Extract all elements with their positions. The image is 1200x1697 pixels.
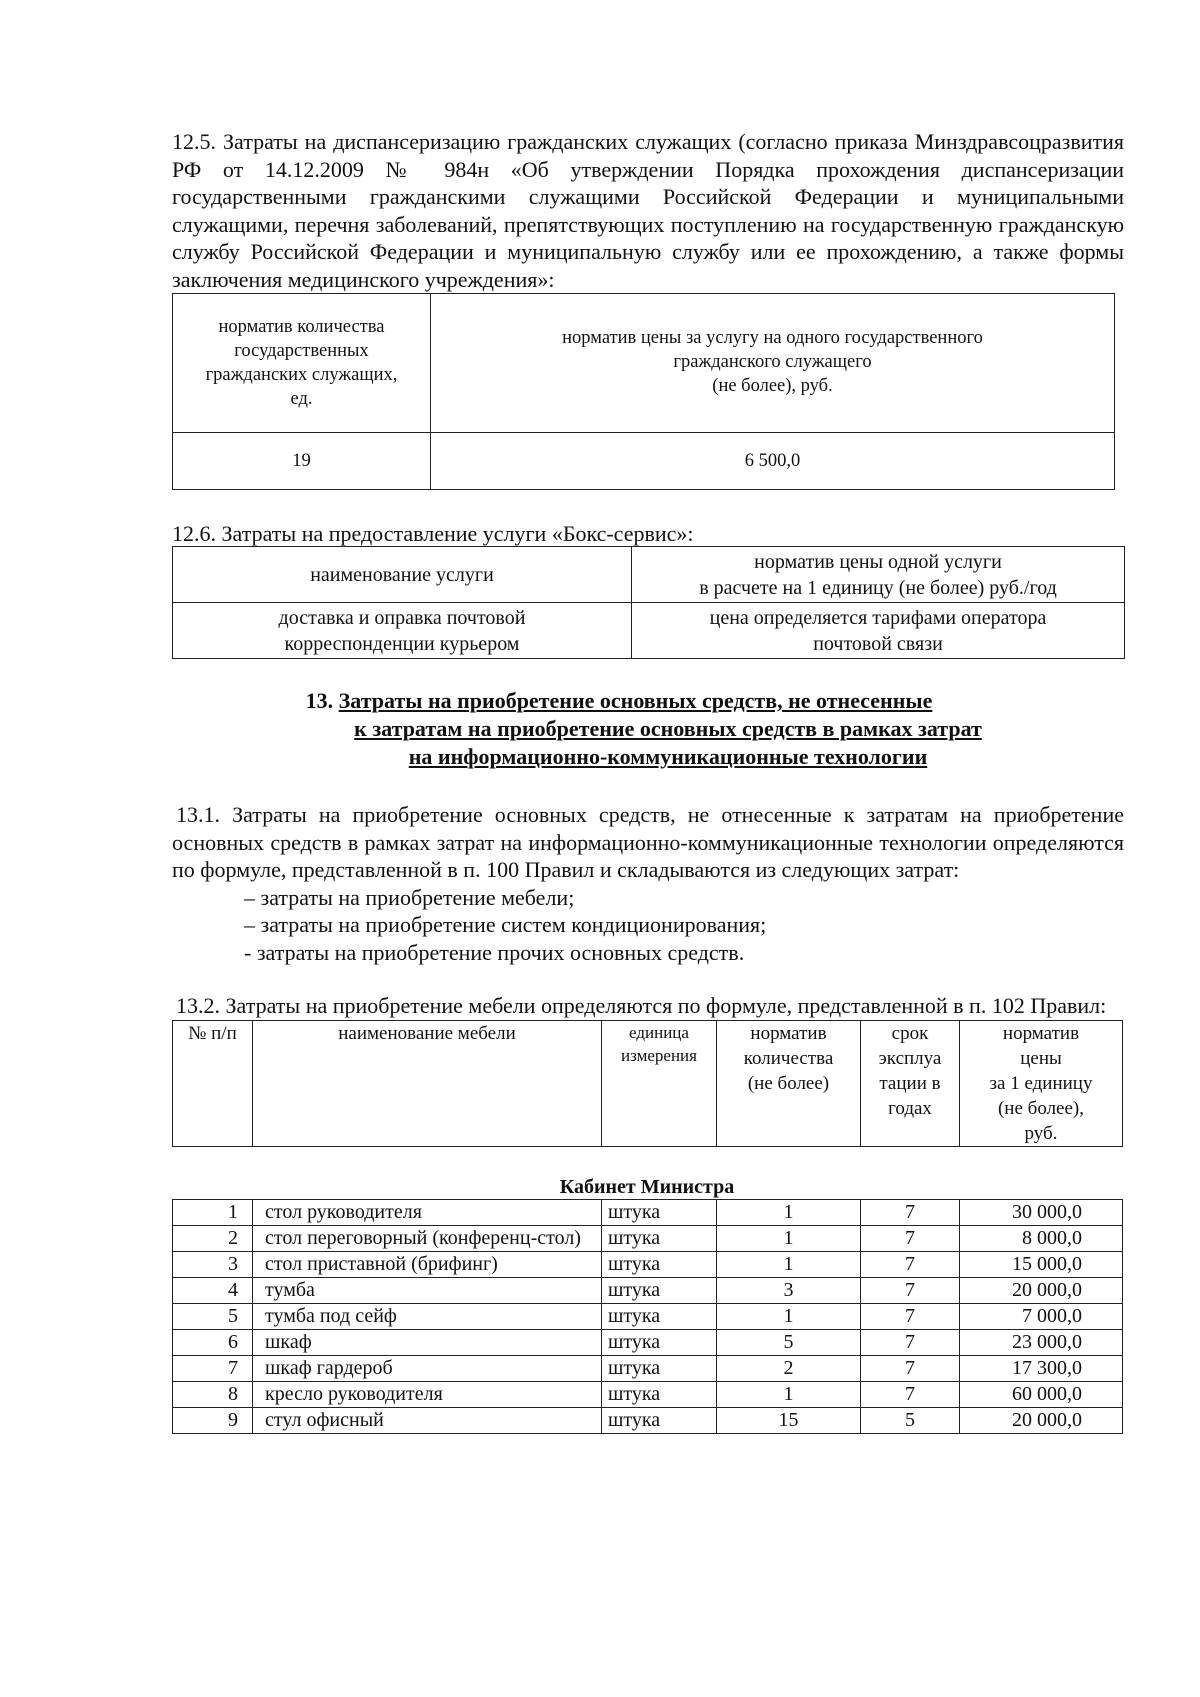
paragraph-12-5: 12.5. Затраты на диспансеризацию гражданских служащих (согласно приказа Минздравсоцразвития РФ от 14.12.2009 № 984н «Об утверждении Порядка прохождения диспансеризации государственными гражданскими служащими Российской Федерации и муниципальными служащими, перечня заболеваний, препятствующих поступлению на государственную гражданскую службу Российской Федерации и муниципальную службу или ее прохождению, а также формы заключения медицинского учреждения»: (172, 129, 1124, 292)
header-quantity (717, 1020, 861, 1146)
list-item: - затраты на приобретение прочих основных средств. (244, 939, 745, 965)
header-line: измерения (621, 1045, 697, 1065)
table-row (173, 1199, 1123, 1225)
header-line: норматив цены одной услуги (754, 550, 1002, 573)
cell-service-life: 7 (861, 1225, 960, 1251)
cell-unit: штука (602, 1329, 717, 1355)
cell-unit-price: 20 000,0 (960, 1277, 1123, 1303)
document-page (172, 128, 1124, 1434)
cell-service-life: 7 (861, 1381, 960, 1407)
cell-quantity: 2 (717, 1355, 861, 1381)
cell-furniture-name: стол руководителя (253, 1199, 602, 1225)
cell-furniture-name: стол приставной (брифинг) (253, 1251, 602, 1277)
cell-service-life: 7 (861, 1303, 960, 1329)
cell-line: корреспонденции курьером (284, 632, 520, 655)
table-box-service (172, 546, 1125, 659)
cell-quantity: 15 (717, 1407, 861, 1433)
cell-quantity: 1 (717, 1303, 861, 1329)
cell-row-number: 3 (173, 1251, 253, 1277)
table-row (173, 1225, 1123, 1251)
header-service-price (632, 547, 1125, 603)
header-line: эксплуа (878, 1047, 942, 1069)
cell-row-number: 5 (173, 1303, 253, 1329)
cell-line: почтовой связи (813, 632, 943, 655)
cell-furniture-name: стол переговорный (конференц-стол) (253, 1225, 602, 1251)
cell-unit: штука (602, 1355, 717, 1381)
cell-furniture-name: тумба (253, 1277, 602, 1303)
cell-row-number: 1 (173, 1199, 253, 1225)
cell-unit-price: 7 000,0 (960, 1303, 1123, 1329)
section-13-title-line-3: на информационно-коммуникационные технологии (408, 744, 928, 769)
cell-unit-price: 17 300,0 (960, 1355, 1123, 1381)
paragraph-13-1: 13.1. Затраты на приобретение основных средств, не отнесенные к затратам на приобретение основных средств в рамках затрат на информационно-коммуникационные технологии определяются по формуле, представленной в п. 100 Правил и складываются из следующих затрат: (172, 802, 1124, 882)
header-line: государственных (234, 341, 369, 361)
cell-service-life: 7 (861, 1251, 960, 1277)
section-13-title-line-2: к затратам на приобретение основных средств в рамках затрат (354, 716, 982, 741)
header-service-name: наименование услуги (173, 547, 632, 603)
header-line: норматив цены за услугу на одного государственного (562, 328, 983, 348)
cell-service-life: 5 (861, 1407, 960, 1433)
table-row (173, 1329, 1123, 1355)
table-row (173, 1277, 1123, 1303)
table-row (173, 1303, 1123, 1329)
header-price-per-servant (431, 294, 1115, 433)
cell-unit: штука (602, 1407, 717, 1433)
header-line: (не более) (747, 1072, 830, 1094)
list-item: – затраты на приобретение мебели; (244, 884, 575, 910)
table-row (173, 1381, 1123, 1407)
cell-unit: штука (602, 1199, 717, 1225)
header-line: ед. (290, 389, 313, 409)
cell-furniture-name: стул офисный (253, 1407, 602, 1433)
cell-line: доставка и оправка почтовой (278, 606, 526, 629)
cell-service-price (632, 603, 1125, 659)
cell-quantity: 3 (717, 1277, 861, 1303)
section-13-heading (172, 687, 1124, 771)
cell-unit: штука (602, 1225, 717, 1251)
header-line: норматив количества (218, 317, 385, 337)
header-line: гражданского служащего (673, 352, 872, 372)
cell-unit-price: 30 000,0 (960, 1199, 1123, 1225)
cell-furniture-name: шкаф гардероб (253, 1355, 602, 1381)
cell-furniture-name: тумба под сейф (253, 1303, 602, 1329)
cost-items-list (172, 884, 1124, 967)
header-row-number: № п/п (173, 1020, 253, 1146)
cell-unit-price: 8 000,0 (960, 1225, 1123, 1251)
cell-unit-price: 15 000,0 (960, 1251, 1123, 1277)
section-13-title-line-1 (172, 687, 1124, 715)
header-line: срок (891, 1022, 929, 1044)
header-unit (602, 1020, 717, 1146)
header-line: гражданских служащих, (205, 365, 398, 385)
cell-unit-price: 23 000,0 (960, 1329, 1123, 1355)
list-item: – затраты на приобретение систем кондиционирования; (244, 912, 767, 937)
cell-unit: штука (602, 1277, 717, 1303)
paragraph-13-2: 13.2. Затраты на приобретение мебели определяются по формуле, представленной в п. 102 Правил: (176, 993, 1107, 1018)
cell-quantity: 5 (717, 1329, 861, 1355)
header-line: годах (888, 1097, 932, 1119)
cell-row-number: 9 (173, 1407, 253, 1433)
cell-quantity: 1 (717, 1381, 861, 1407)
cell-unit-price: 60 000,0 (960, 1381, 1123, 1407)
header-line: норматив (1002, 1022, 1080, 1044)
cell-row-number: 6 (173, 1329, 253, 1355)
cell-row-number: 2 (173, 1225, 253, 1251)
cell-quantity: 1 (717, 1225, 861, 1251)
table-row (173, 1251, 1123, 1277)
header-line: за 1 единицу (989, 1072, 1093, 1094)
cell-row-number: 4 (173, 1277, 253, 1303)
cell-service-life: 7 (861, 1199, 960, 1225)
header-unit-price (960, 1020, 1123, 1146)
table-furniture-items (172, 1199, 1123, 1434)
header-service-life (861, 1020, 960, 1146)
cell-row-number: 7 (173, 1355, 253, 1381)
header-line: норматив (750, 1022, 827, 1044)
cell-quantity: 1 (717, 1251, 861, 1277)
table-row (173, 1355, 1123, 1381)
cell-service-life: 7 (861, 1329, 960, 1355)
header-line: количества (743, 1047, 834, 1069)
cell-unit: штука (602, 1303, 717, 1329)
header-line: руб. (1024, 1122, 1058, 1144)
header-line: цены (1020, 1047, 1062, 1069)
cell-quantity: 1 (717, 1199, 861, 1225)
table-furniture-header (172, 1020, 1123, 1147)
cell-service-life: 7 (861, 1355, 960, 1381)
cell-price: 6 500,0 (431, 433, 1115, 490)
cell-line: цена определяется тарифами оператора (709, 606, 1047, 629)
header-line: (не более), руб. (712, 376, 833, 396)
cell-furniture-name: шкаф (253, 1329, 602, 1355)
section-13-number: 13. (305, 688, 334, 713)
cell-service-life: 7 (861, 1277, 960, 1303)
cell-unit: штука (602, 1251, 717, 1277)
header-line: (не более), (997, 1097, 1085, 1119)
header-line: единица (629, 1022, 689, 1042)
cell-unit: штука (602, 1381, 717, 1407)
cell-furniture-name: кресло руководителя (253, 1381, 602, 1407)
header-qty-civil-servants (173, 294, 431, 433)
table-medical-exam (172, 293, 1115, 490)
table-row (173, 1407, 1123, 1433)
header-furniture-name: наименование мебели (253, 1020, 602, 1146)
header-line: в расчете на 1 единицу (не более) руб./год (699, 576, 1057, 599)
header-line: тации в (879, 1072, 941, 1094)
cell-service-name (173, 603, 632, 659)
cell-qty: 19 (173, 433, 431, 490)
cell-unit-price: 20 000,0 (960, 1407, 1123, 1433)
cell-row-number: 8 (173, 1381, 253, 1407)
paragraph-12-6: 12.6. Затраты на предоставление услуги «Бокс-сервис»: (172, 521, 694, 546)
section-title-minister-office: Кабинет Министра (559, 1175, 735, 1198)
section-13-title-text: Затраты на приобретение основных средств, не отнесенные (338, 688, 933, 713)
